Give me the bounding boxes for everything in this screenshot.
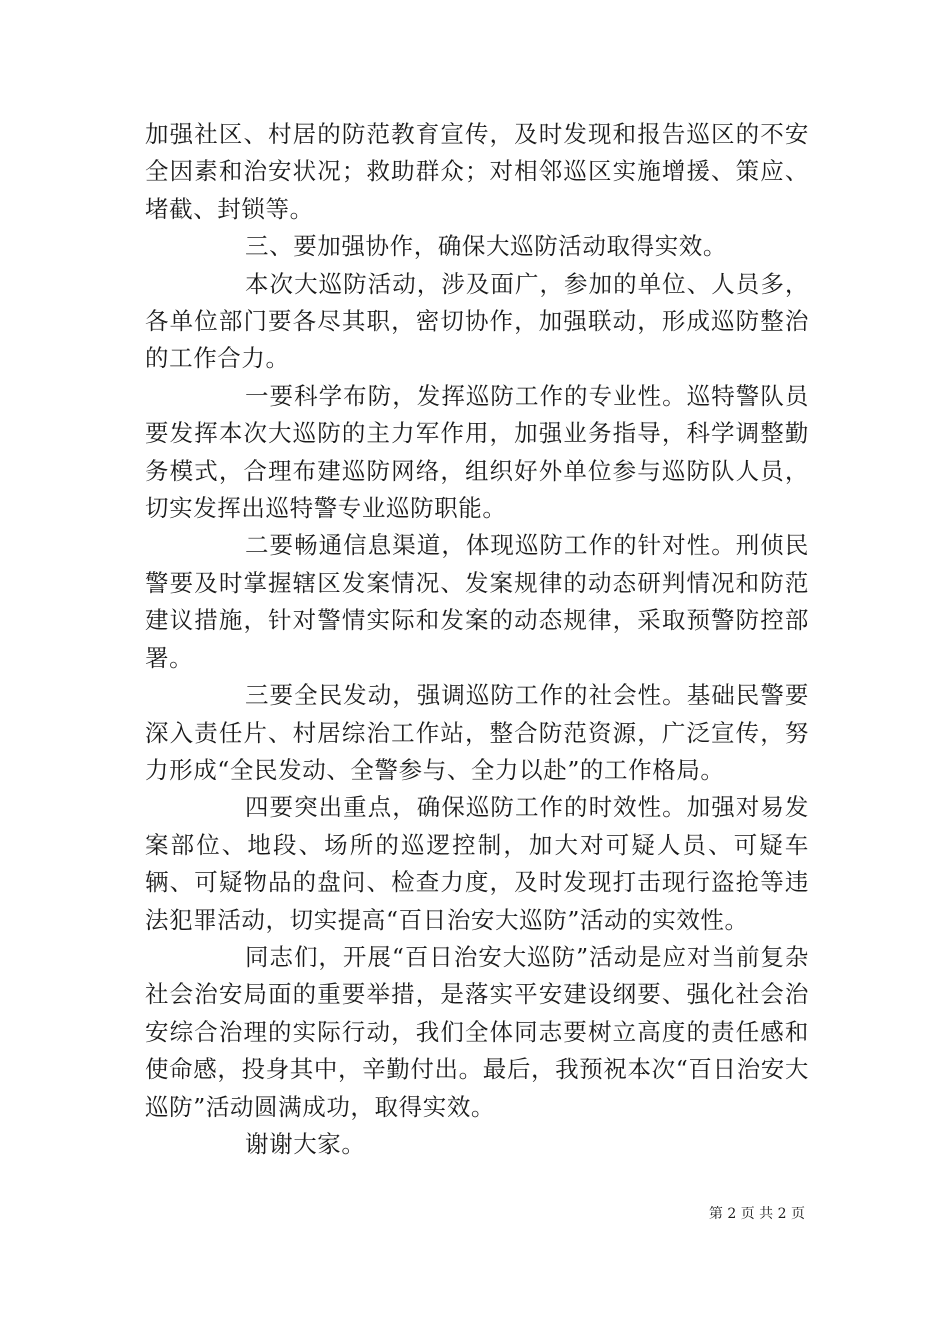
paragraph-cooperation-intro: 本次大巡防活动，涉及面广，参加的单位、人员多，各单位部门要各尽其职，密切协作，加强联动，形成巡防整治的工作合力。: [145, 269, 809, 373]
section-heading-cooperation: 三、要加强协作，确保大巡防活动取得实效。: [245, 232, 727, 261]
document-body: [145, 116, 809, 1163]
paragraph-patrol-duties: 加强社区、村居的防范教育宣传，及时发现和报告巡区的不安全因素和治安状况；救助群众；对相邻巡区实施增援、策应、堵截、封锁等。: [145, 120, 809, 223]
paragraph-thanks: 谢谢大家。: [245, 1129, 366, 1158]
paragraph-point-two: 二要畅通信息渠道，体现巡防工作的针对性。刑侦民警要及时掌握辖区发案情况、发案规律的动态研判情况和防范建议措施，针对警情实际和发案的动态规律，采取预警防控部署。: [145, 531, 809, 672]
paragraph-conclusion: 同志们，开展“百日治安大巡防”活动是应对当前复杂社会治安局面的重要举措，是落实平安建设纲要、强化社会治安综合治理的实际行动，我们全体同志要树立高度的责任感和使命感，投身其中，辛勤付出。最后，我预祝本次“百日治安大巡防”活动圆满成功，取得实效。: [145, 942, 809, 1121]
paragraph-point-three: 三要全民发动，强调巡防工作的社会性。基础民警要深入责任片、村居综治工作站，整合防范资源，广泛宣传，努力形成“全民发动、全警参与、全力以赴”的工作格局。: [145, 681, 809, 784]
page-number-footer: 第 2 页 共 2 页: [708, 1206, 805, 1222]
paragraph-point-four: 四要突出重点，确保巡防工作的时效性。加强对易发案部位、地段、场所的巡逻控制，加大对可疑人员、可疑车辆、可疑物品的盘问、检查力度，及时发现打击现行盗抢等违法犯罪活动，切实提高“百日治安大巡防”活动的实效性。: [145, 793, 809, 934]
paragraph-point-one: 一要科学布防，发挥巡防工作的专业性。巡特警队员要发挥本次大巡防的主力军作用，加强业务指导，科学调整勤务模式，合理布建巡防网络，组织好外单位参与巡防队人员，切实发挥出巡特警专业巡防职能。: [145, 381, 809, 523]
